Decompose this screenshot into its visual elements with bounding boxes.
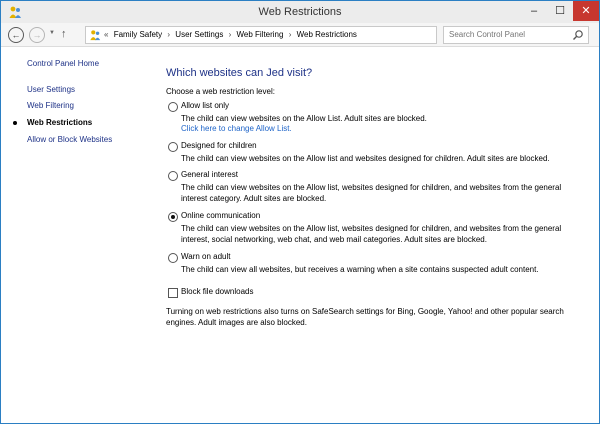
breadcrumb-family-safety[interactable]: Family Safety — [113, 30, 163, 39]
back-button[interactable]: ← — [8, 27, 24, 43]
page-title: Which websites can Jed visit? — [166, 67, 313, 79]
change-allow-list-link[interactable]: Click here to change Allow List. — [181, 124, 292, 133]
option-label[interactable]: Online communication — [181, 211, 261, 220]
radio-allow-list-only[interactable] — [168, 102, 178, 112]
radio-online-communication[interactable] — [168, 212, 178, 222]
radio-designed-for-children[interactable] — [168, 142, 178, 152]
breadcrumb — [104, 30, 360, 39]
sidebar-item-web-filtering[interactable]: Web Filtering — [27, 101, 74, 110]
sidebar-item-user-settings[interactable]: User Settings — [27, 85, 76, 94]
minimize-button[interactable]: – — [530, 5, 538, 17]
close-button[interactable]: ✕ — [573, 1, 599, 21]
window-title: Web Restrictions — [258, 6, 342, 18]
option-description: The child can view all websites, but receives a warning when a site contains suspected adult content. — [181, 265, 539, 274]
maximize-button[interactable]: ☐ — [555, 5, 565, 17]
option-label[interactable]: General interest — [181, 170, 238, 179]
breadcrumb-overflow[interactable]: « — [104, 30, 109, 39]
breadcrumb-web-restrictions[interactable]: Web Restrictions — [296, 30, 357, 39]
sidebar-item-web-restrictions: Web Restrictions — [27, 118, 93, 127]
breadcrumb-web-filtering[interactable]: Web Filtering — [236, 30, 284, 39]
option-description: The child can view websites on the Allow list, websites designed for children, and websites from the general interest, social networking, web chat, and web mail categories. Adult sites are blocked. — [181, 224, 562, 244]
control-panel-home-link[interactable]: Control Panel Home — [27, 59, 100, 68]
breadcrumb-separator[interactable]: › — [288, 30, 292, 39]
address-bar[interactable] — [85, 26, 437, 44]
option-description: The child can view websites on the Allow List. Adult sites are blocked. — [181, 114, 427, 123]
radio-warn-on-adult[interactable] — [168, 253, 178, 263]
option-description: The child can view websites on the Allow list, websites designed for children, and websites from the general interest category. Adult sites are blocked. — [181, 183, 562, 203]
block-file-downloads-checkbox[interactable] — [168, 288, 178, 298]
block-file-downloads-label[interactable]: Block file downloads — [181, 287, 254, 296]
breadcrumb-user-settings[interactable]: User Settings — [175, 30, 224, 39]
family-safety-icon — [89, 29, 101, 41]
breadcrumb-separator[interactable]: › — [228, 30, 232, 39]
choose-level-label: Choose a web restriction level: — [166, 87, 275, 96]
radio-general-interest[interactable] — [168, 171, 178, 181]
safesearch-note: Turning on web restrictions also turns on SafeSearch settings for Bing, Google, Yahoo! and other popular search engines. Adult images are also blocked. — [166, 307, 564, 327]
title-bar — [1, 1, 599, 23]
search-input[interactable] — [449, 30, 569, 39]
up-button[interactable]: ↑ — [61, 28, 67, 40]
breadcrumb-separator[interactable]: › — [167, 30, 171, 39]
search-box[interactable] — [443, 26, 589, 44]
forward-button[interactable]: → — [29, 27, 45, 43]
option-label[interactable]: Warn on adult — [181, 252, 231, 261]
recent-locations-button[interactable]: ▼ — [49, 30, 55, 36]
sidebar — [1, 48, 151, 424]
option-label[interactable]: Allow list only — [181, 101, 230, 110]
search-icon[interactable] — [572, 29, 584, 41]
sidebar-item-allow-or-block-websites[interactable]: Allow or Block Websites — [27, 135, 113, 144]
option-description: The child can view websites on the Allow list and websites designed for children. Adult sites are blocked. — [181, 154, 550, 163]
current-page-bullet-icon — [13, 121, 17, 125]
navigation-bar — [1, 23, 599, 47]
main-content — [166, 48, 596, 424]
option-label[interactable]: Designed for children — [181, 141, 257, 150]
